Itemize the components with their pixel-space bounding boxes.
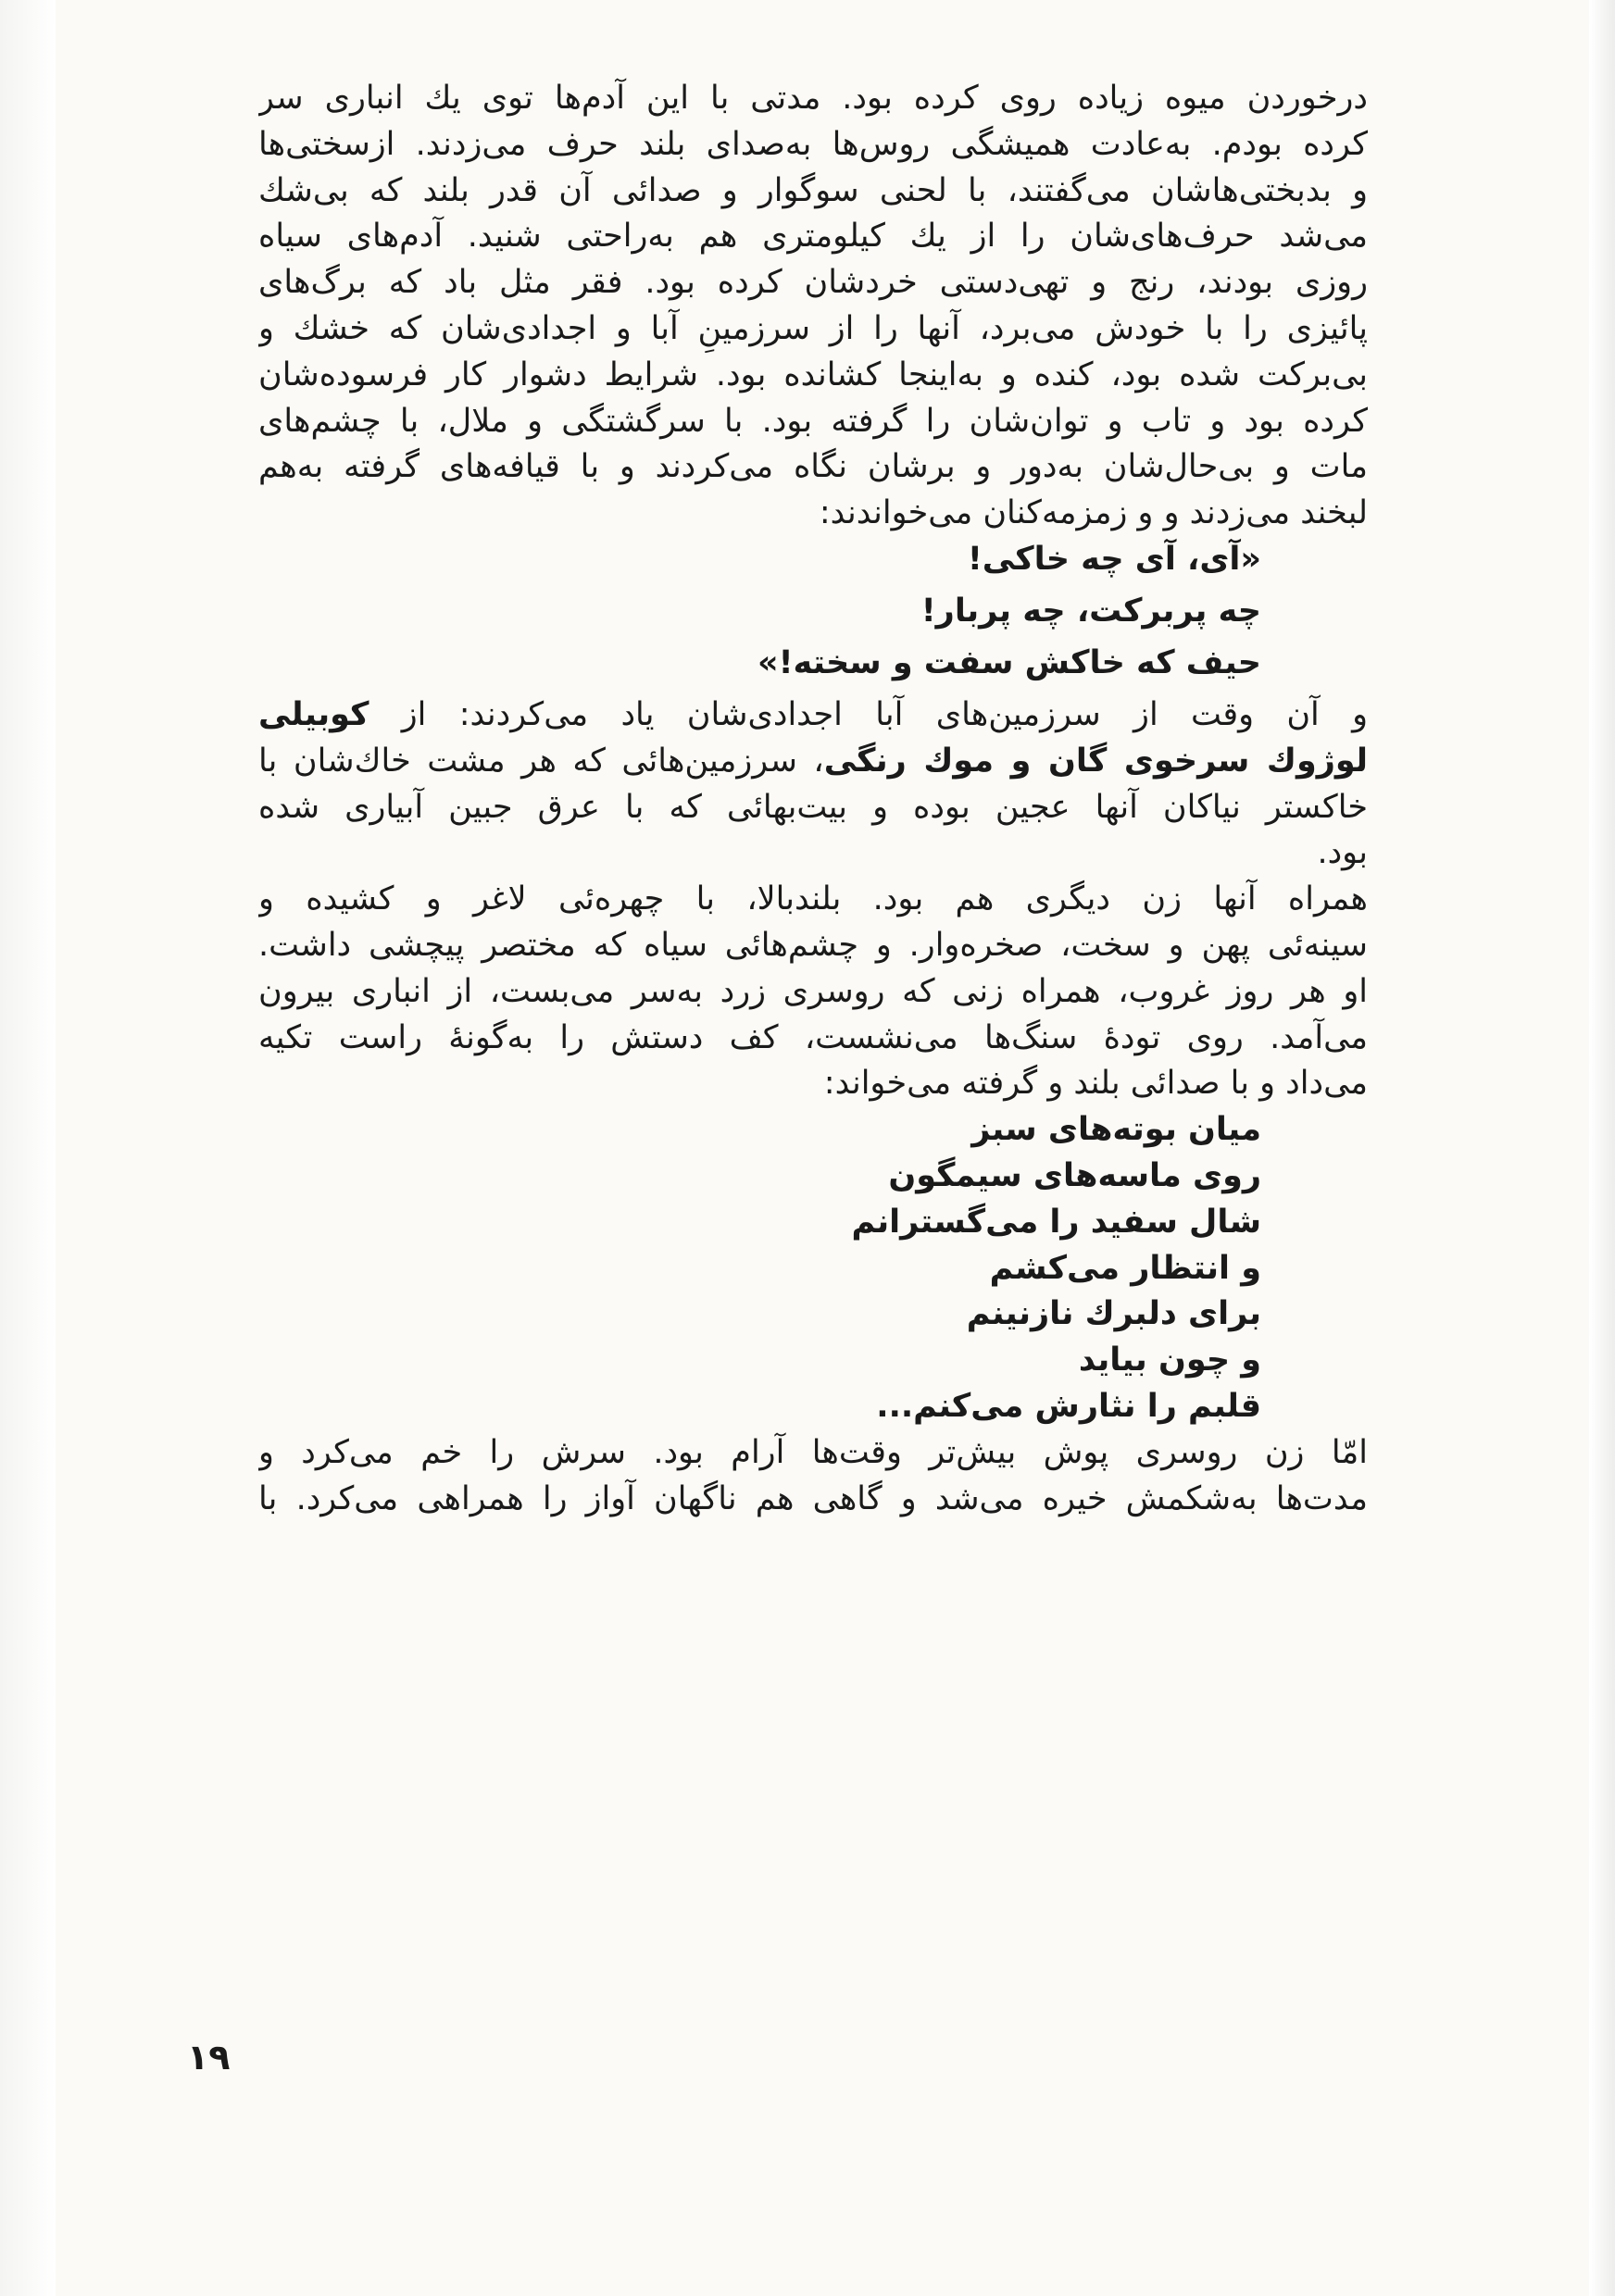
verse-line: قلبم را نثارش می‌کنم...	[876, 1387, 1261, 1425]
text-line: می‌آمد. روی تودهٔ سنگ‌ها می‌نشست، کف دستش را به‌گونهٔ راست تکیه	[258, 1018, 1368, 1056]
text-line: می‌داد و با صدائی بلند و گرفته می‌خواند:	[823, 1065, 1368, 1103]
text-line	[258, 693, 1368, 739]
book-page	[56, 0, 1589, 2296]
paragraph	[258, 877, 1368, 1107]
verse-line: برای دلبرك نازنینم	[966, 1295, 1261, 1333]
scan-border-right	[1589, 0, 1615, 2296]
verse-line: روی ماسه‌های سیمگون	[888, 1156, 1261, 1194]
verse-line: «آی، آی چه خاکی!	[967, 540, 1261, 578]
text-line: همراه آنها زن دیگری هم بود. بلندبالا، با چهره‌ئی لاغر و کشیده و	[258, 880, 1368, 918]
text-line: سینه‌ئی پهن و سخت، صخره‌وار. و چشم‌هائی سیاه که مختصر پیچشی داشت.	[258, 926, 1368, 964]
song-verse-block	[258, 537, 1368, 693]
place-name: کوبیلی	[258, 695, 369, 733]
verse-line: و چون بیاید	[1078, 1341, 1261, 1379]
text-line: خاکستر نیاکان آنها عجین بوده و بیت‌بهائی که با عرق جبین آبیاری شده	[258, 788, 1368, 826]
place-name: لوژوك سرخوی گان و موك رنگی	[823, 742, 1368, 780]
page-body-text	[258, 76, 1368, 1522]
verse-line: حیف که خاکش سفت و سخته!»	[757, 643, 1261, 681]
text-line: بی‌برکت شده بود، کنده و به‌اینجا کشانده بود. شرایط دشوار کار فرسوده‌شان	[258, 356, 1368, 393]
verse-line: میان بوته‌های سبز	[971, 1111, 1261, 1149]
page-number: ۱۹	[187, 2037, 231, 2078]
text-line: روزی بودند، رنج و تهی‌دستی خردشان کرده بود. فقر مثل باد که برگ‌های	[258, 264, 1368, 302]
text-line: مدت‌ها به‌شکمش خیره می‌شد و گاهی هم ناگهان آواز را همراهی می‌کرد. با	[258, 1479, 1368, 1517]
text-line: و بدبختی‌هاشان می‌گفتند، با لحنی سوگوار و صدائی آن قدر بلند که بی‌شك	[258, 171, 1368, 209]
text-line: امّا زن روسری پوش بیش‌تر وقت‌ها آرام بود. سرش را خم می‌کرد و	[258, 1433, 1368, 1471]
text-segment: ، سرزمین‌هائی که هر مشت خاك‌شان با	[258, 742, 824, 780]
text-line: درخوردن میوه زیاده روی کرده بود. مدتی با این آدم‌ها توی یك انباری سر	[258, 80, 1368, 117]
paragraph	[258, 1430, 1368, 1523]
text-line: او هر روز غروب، همراه زنی که روسری زرد به‌سر می‌بست، از انباری بیرون	[258, 972, 1368, 1010]
scan-border-left	[0, 0, 56, 2296]
paragraph	[258, 76, 1368, 537]
text-line	[258, 739, 1368, 785]
text-line: پائیزی را با خودش می‌برد، آنها را از سرزمینِ آبا و اجدادی‌شان که خشك و	[258, 309, 1368, 347]
song-verse-block	[258, 1107, 1368, 1430]
text-line: می‌شد حرف‌های‌شان را از یك کیلومتری هم به‌راحتی شنید. آدم‌های سیاه	[258, 218, 1368, 256]
verse-line: و انتظار می‌کشم	[989, 1249, 1261, 1287]
text-line: مات و بی‌حال‌شان به‌دور و برشان نگاه می‌کردند و با قیافه‌های گرفته به‌هم	[258, 448, 1368, 486]
text-line: لبخند می‌زدند و و زمزمه‌کنان می‌خواندند:	[819, 494, 1368, 532]
verse-line: شال سفید را می‌گسترانم	[851, 1203, 1261, 1241]
text-line: کرده بود و تاب و توان‌شان را گرفته بود. با سرگشتگی و ملال، با چشم‌های	[258, 402, 1368, 440]
verse-line: چه پربرکت، چه پربار!	[920, 592, 1261, 630]
text-line: کرده بودم. به‌عادت همیشگی روس‌ها به‌صدای بلند حرف می‌زدند. ازسختی‌ها	[258, 125, 1368, 163]
text-line: بود.	[1317, 834, 1368, 872]
paragraph	[258, 693, 1368, 877]
text-segment: و آن وقت از سرزمین‌های آبا اجدادی‌شان یاد می‌کردند: از	[369, 695, 1368, 733]
